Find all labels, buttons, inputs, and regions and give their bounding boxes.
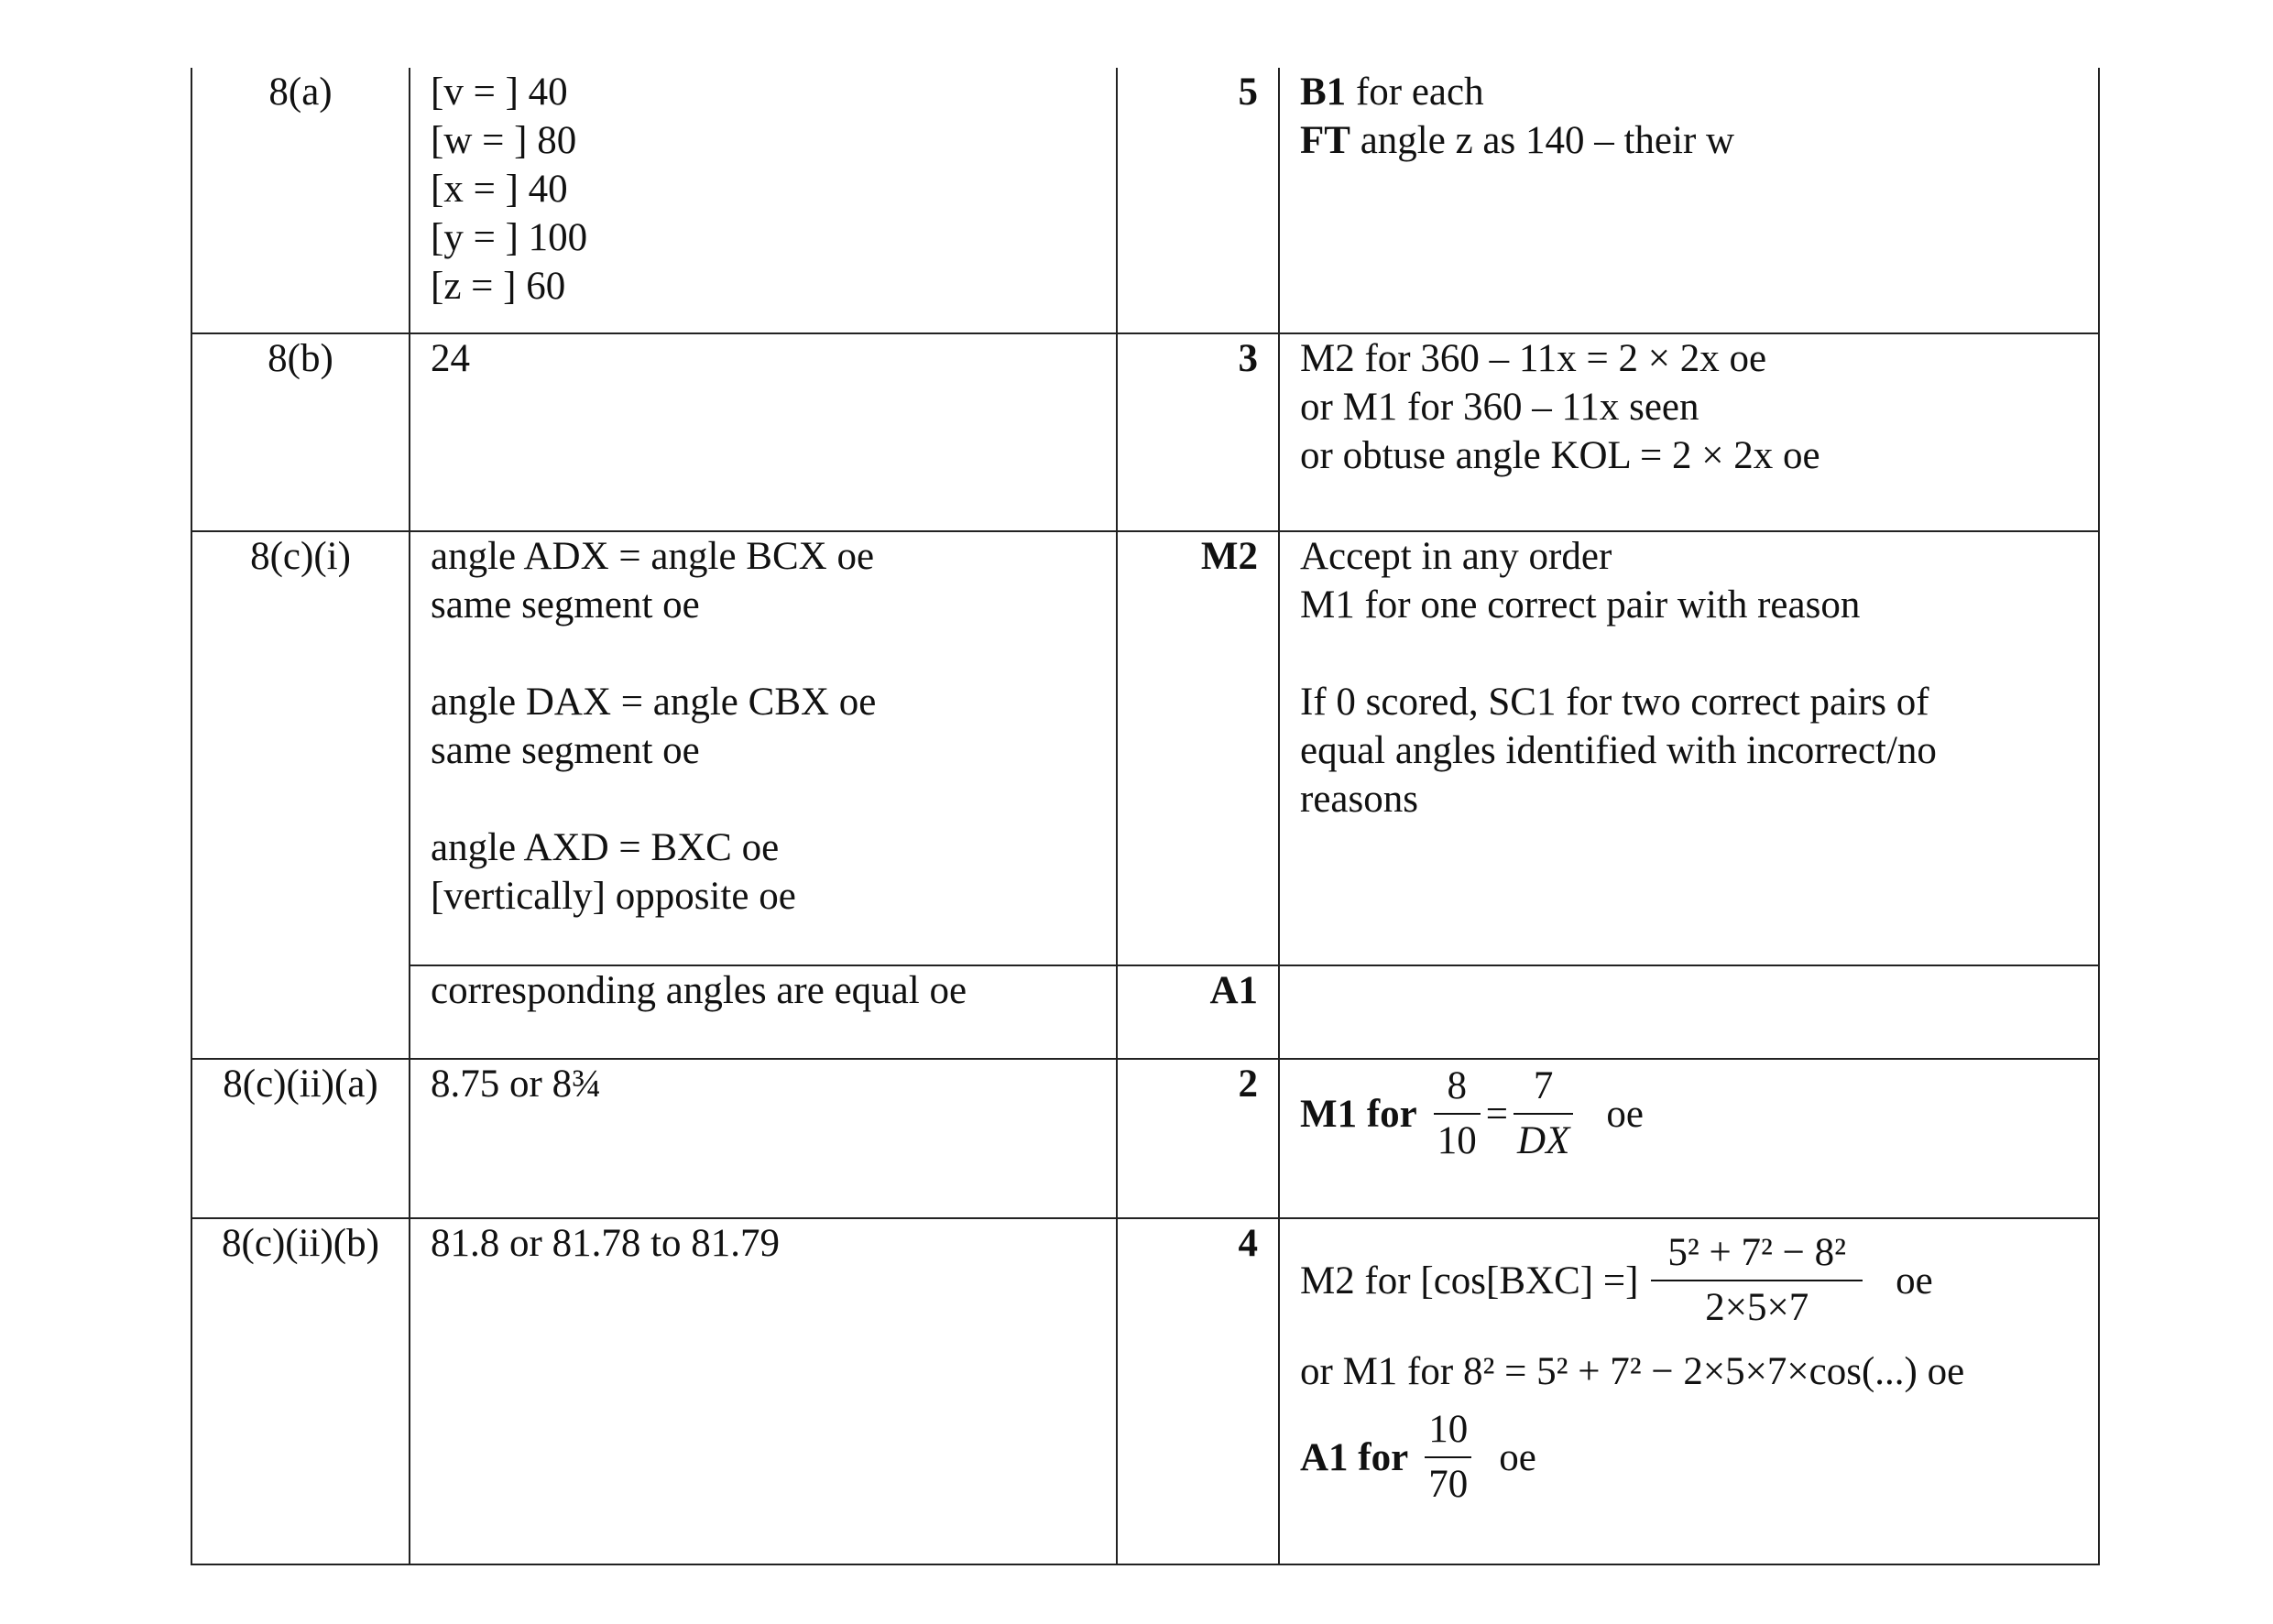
table-row xyxy=(191,531,2099,965)
answer-line: [vertically] opposite oe xyxy=(431,875,796,918)
guidance-equation: M1 for $\frac{8}{10}$ = $\frac{7}{DX}$ oe xyxy=(1300,1060,2078,1168)
question-number: 8(c)(ii)(b) xyxy=(191,1218,410,1564)
question-number: 8(b) xyxy=(191,333,410,531)
fraction: $\frac{10}{70}$ xyxy=(1425,1403,1471,1511)
answer-cell xyxy=(410,531,1117,965)
guidance-line: reasons xyxy=(1300,778,1418,821)
fraction: $\frac{\text{5² + 7² − 8²}}{2\times 5\times 7}$ xyxy=(1651,1226,1863,1335)
marks-cell: 2 xyxy=(1117,1059,1279,1218)
table-row xyxy=(191,1059,2099,1218)
table-row xyxy=(191,333,2099,531)
mark-scheme-table xyxy=(191,68,2100,1565)
answer-cell xyxy=(410,68,1117,333)
table-row xyxy=(191,68,2099,333)
table-row xyxy=(191,965,2099,1059)
marks-cell: 4 xyxy=(1117,1218,1279,1564)
question-number: 8(c)(i) xyxy=(191,531,410,1059)
guidance-line: or M1 for 8² = 5² + 7² − 2×5×7×cos(...) oe xyxy=(1300,1350,1965,1393)
answer-line: angle DAX = angle CBX oe xyxy=(431,681,877,724)
guidance-cell xyxy=(1279,333,2099,531)
guidance-line: Accept in any order xyxy=(1300,535,1612,578)
guidance-line: If 0 scored, SC1 for two correct pairs of xyxy=(1300,681,1929,724)
guidance-line: or obtuse angle KOL = 2 × 2x oe xyxy=(1300,434,1820,477)
answer-cell: corresponding angles are equal oe xyxy=(410,965,1117,1059)
answer-line: same segment oe xyxy=(431,583,700,627)
fraction: $\frac{8}{10}$ xyxy=(1434,1060,1481,1168)
guidance-prefix: A1 for xyxy=(1300,1435,1409,1479)
marks-cell: 3 xyxy=(1117,333,1279,531)
answer-line: [x = ] 40 xyxy=(431,168,568,211)
answer-line: angle AXD = BXC oe xyxy=(431,826,780,869)
guidance-cell xyxy=(1279,965,2099,1059)
guidance-equation: M2 for [cos[BXC] =] $\frac{\text{5² + 7² − 8²}}{2\times 5\times 7}$ oe xyxy=(1300,1226,2078,1335)
answer-line: same segment oe xyxy=(431,729,700,772)
guidance-cell xyxy=(1279,1218,2099,1564)
marks-cell: M2 xyxy=(1117,531,1279,965)
guidance-line: M1 for one correct pair with reason xyxy=(1300,583,1861,627)
answer-line: [w = ] 80 xyxy=(431,119,577,162)
marks-cell: 5 xyxy=(1117,68,1279,333)
guidance-cell xyxy=(1279,68,2099,333)
guidance-prefix: M1 for xyxy=(1300,1092,1417,1136)
question-number: 8(a) xyxy=(191,68,410,333)
guidance-line: M2 for 360 – 11x = 2 × 2x oe xyxy=(1300,337,1767,380)
guidance-line: B1 for each xyxy=(1300,71,1484,114)
question-number: 8(c)(ii)(a) xyxy=(191,1059,410,1218)
answer-line: [y = ] 100 xyxy=(431,216,588,259)
answer-cell: 8.75 or 8¾ xyxy=(410,1059,1117,1218)
guidance-prefix: M2 for [cos[BXC] =] xyxy=(1300,1259,1639,1302)
answer-line: [v = ] 40 xyxy=(431,71,568,114)
guidance-cell xyxy=(1279,1059,2099,1218)
guidance-equation: A1 for $\frac{10}{70}$ oe xyxy=(1300,1403,2078,1511)
answer-line: angle ADX = angle BCX oe xyxy=(431,535,875,578)
guidance-line: equal angles identified with incorrect/no xyxy=(1300,729,1937,772)
guidance-line: or M1 for 360 – 11x seen xyxy=(1300,386,1699,429)
answer-cell: 81.8 or 81.78 to 81.79 xyxy=(410,1218,1117,1564)
fraction: $\frac{7}{DX}$ xyxy=(1514,1060,1573,1168)
guidance-line: FT angle z as 140 – their w xyxy=(1300,119,1735,162)
answer-line: [z = ] 60 xyxy=(431,265,566,308)
answer-cell: 24 xyxy=(410,333,1117,531)
marks-cell: A1 xyxy=(1117,965,1279,1059)
guidance-cell xyxy=(1279,531,2099,965)
table-row xyxy=(191,1218,2099,1564)
